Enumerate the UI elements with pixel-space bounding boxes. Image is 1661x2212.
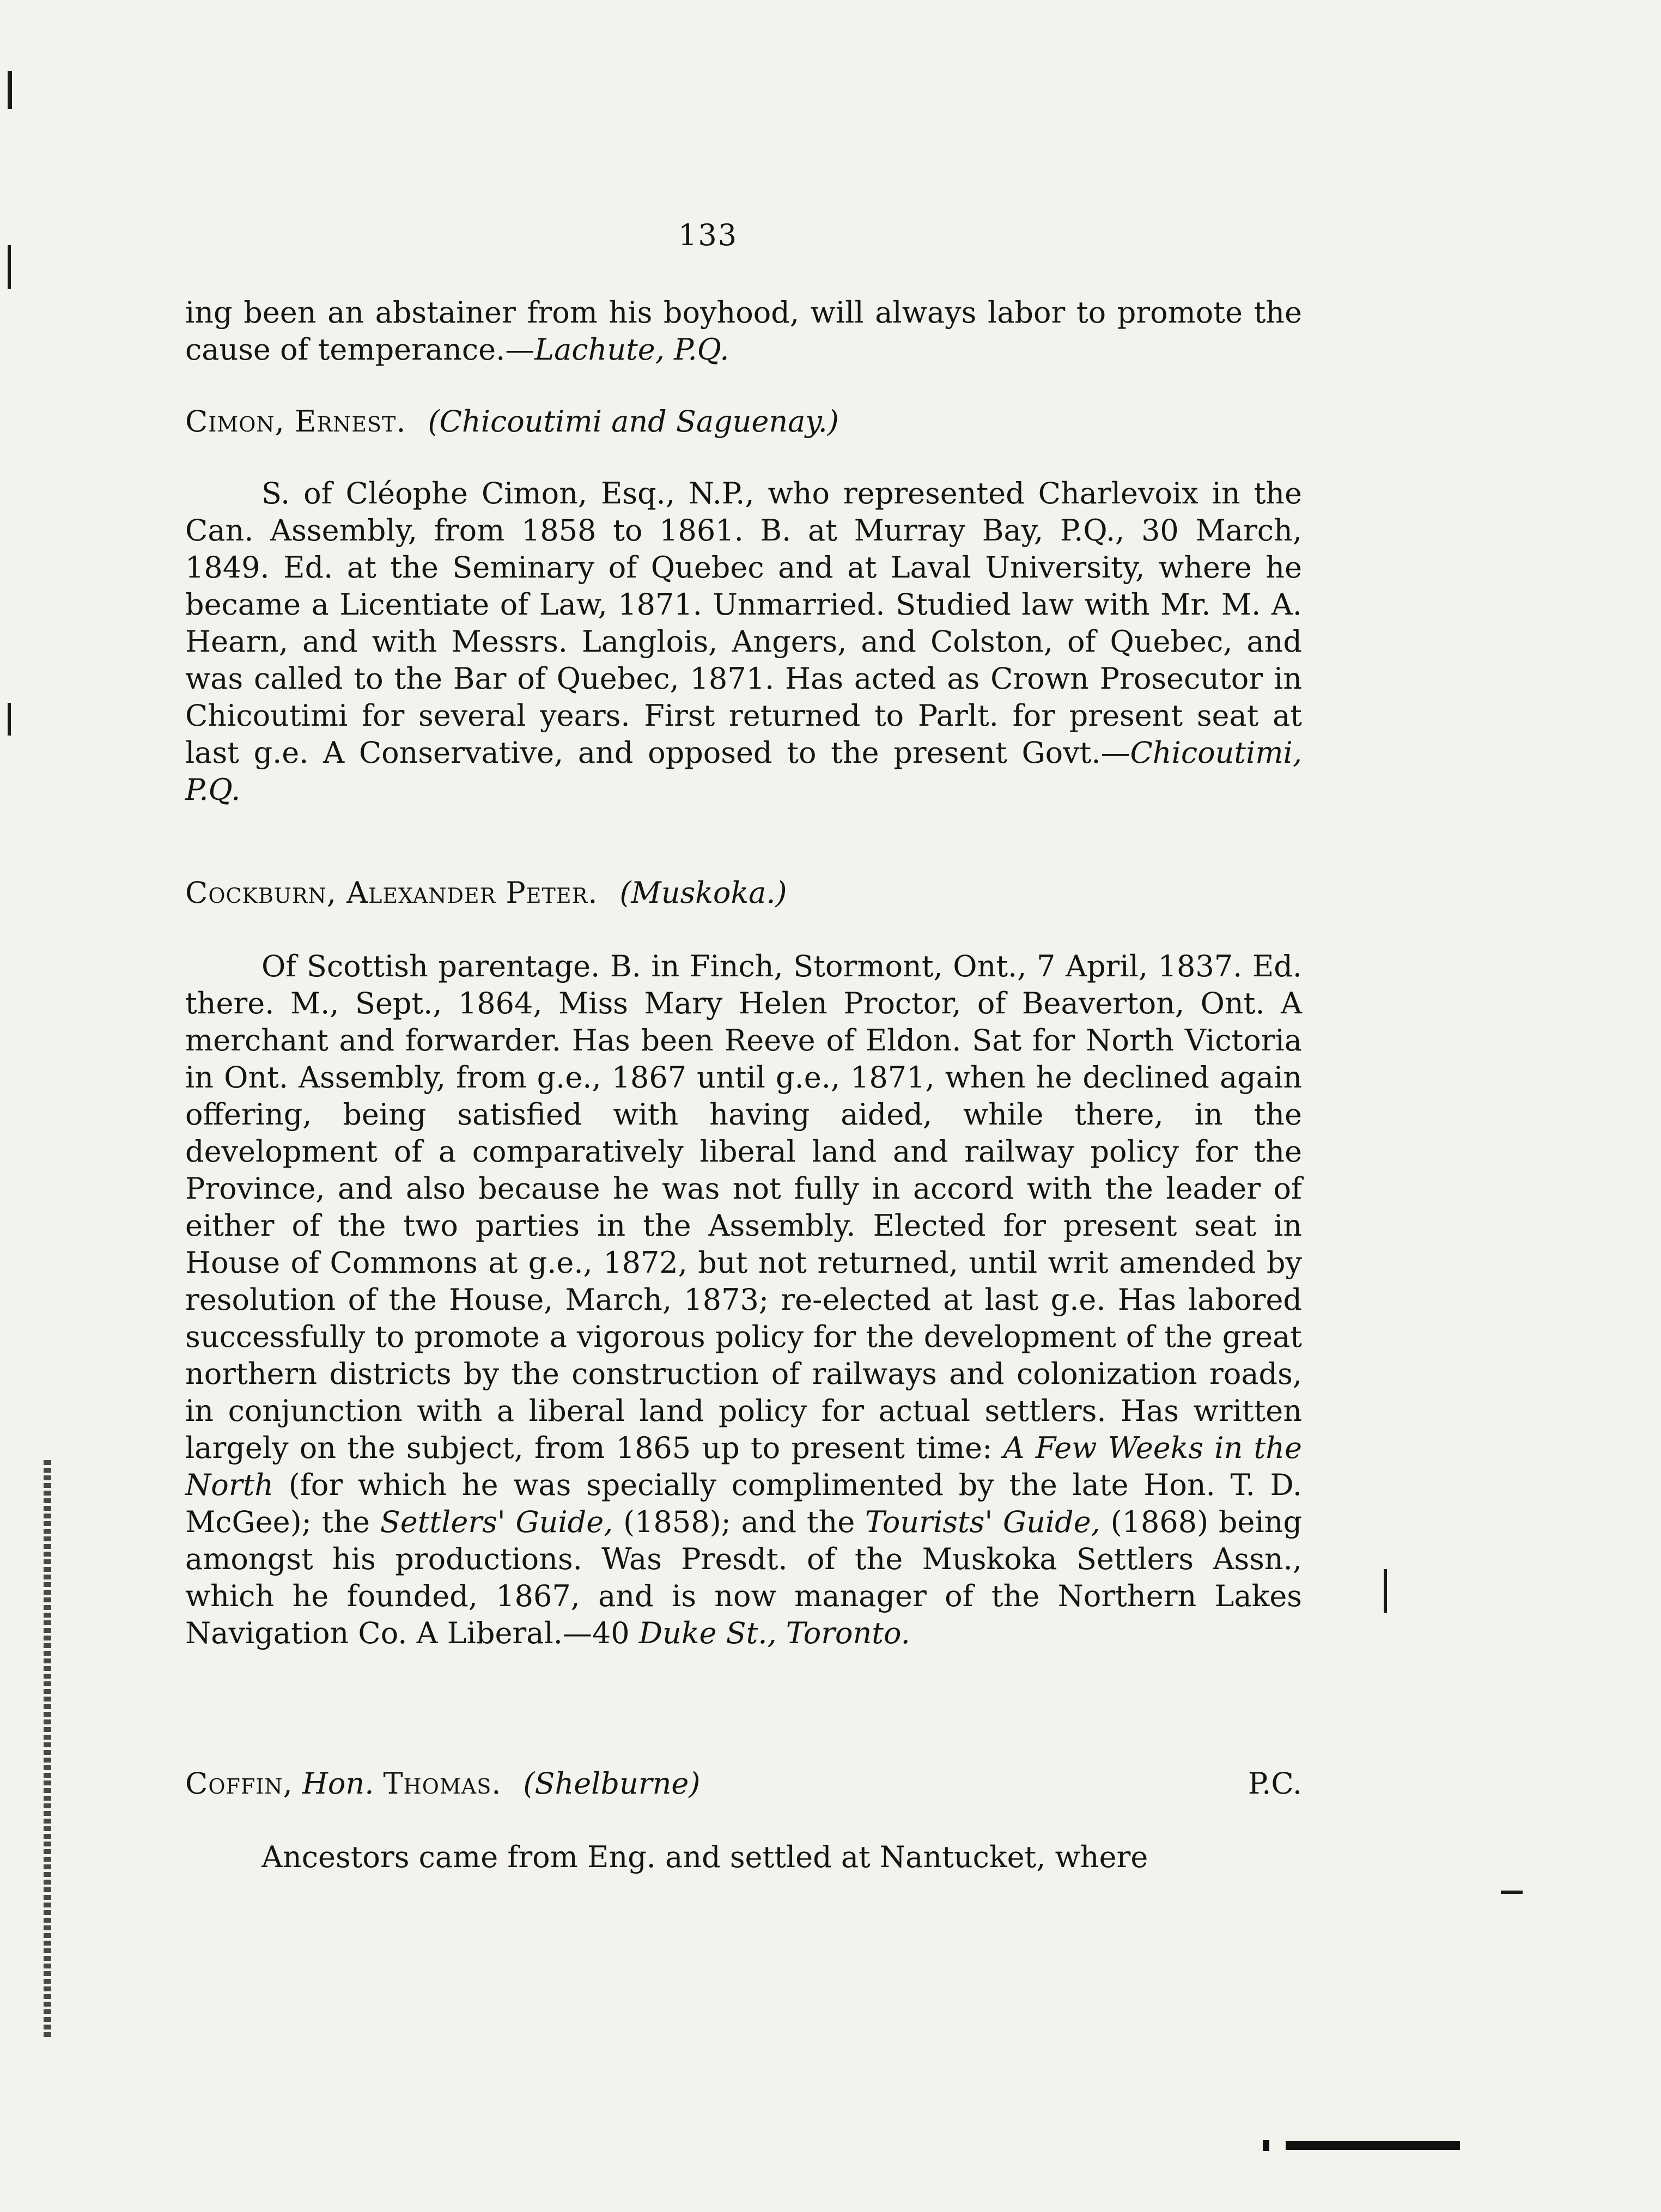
continuation-address: Lachute, P.Q. bbox=[534, 332, 729, 367]
entry-name-first: Coffin, bbox=[185, 1766, 293, 1801]
entry-text: Ancestors came from Eng. and settled at Nantucket, where bbox=[261, 1840, 1148, 1874]
scan-mark bbox=[8, 703, 11, 736]
entry-body-cimon bbox=[185, 475, 1302, 809]
entry-title: Hon. bbox=[302, 1766, 374, 1801]
entry-name: Cockburn, Alexander Peter. bbox=[185, 876, 598, 910]
scan-mark bbox=[1263, 2140, 1269, 2151]
entry-name-last: Thomas. bbox=[383, 1766, 502, 1801]
entry-riding: (Chicoutimi and Saguenay.) bbox=[428, 404, 839, 439]
binding-edge bbox=[44, 1460, 51, 2038]
scan-mark bbox=[8, 71, 12, 109]
entry-body-coffin bbox=[185, 1839, 1302, 1876]
entry-text-part3: (1858); and the bbox=[623, 1505, 855, 1539]
entry-address: Chicoutimi, P.Q. bbox=[185, 736, 1302, 807]
scan-mark bbox=[1286, 2141, 1460, 2150]
entry-heading-cimon bbox=[185, 403, 1302, 440]
scan-mark bbox=[8, 245, 11, 289]
entry-work-title: Tourists' Guide, bbox=[865, 1505, 1100, 1539]
entry-text: S. of Cléophe Cimon, Esq., N.P., who represented Charlevoix in the Can. Assembly, from 1858 to 1861. B. at Murray Bay, P.Q., 30 March, 1849. Ed. at the Seminary of Quebec and at Laval University, where he became a Licentiate of Law, 1871. Unmarried. Studied law with Mr. M. A. Hearn, and with Messrs. Langlois, Angers, and Colston, of Quebec, and was called to the Bar of Quebec, 1871. Has acted as Crown Prosecutor in Chicoutimi for several years. First returned to Parlt. for present seat at last g.e. A Conservative, and opposed to the present Govt.— bbox=[185, 476, 1302, 770]
entry-work-title: A Few Weeks in the North bbox=[185, 1431, 1302, 1502]
scan-mark bbox=[1501, 1891, 1523, 1894]
scan-mark bbox=[1384, 1569, 1387, 1613]
entry-address: Duke St., Toronto. bbox=[638, 1616, 910, 1650]
entry-text-part1: Of Scottish parentage. B. in Finch, Stormont, Ont., 7 April, 1837. Ed. there. M., Sept., 1864, Miss Mary Helen Proctor, of Beaverton, Ont. A merchant and forwarder. Has been Reeve of Eldon. Sat for North Victoria in Ont. Assembly, from g.e., 1867 until g.e., 1871, when he declined again offering, being satisfied with having aided, while there, in the development of a comparatively liberal land and railway policy for the Province, and also because he was not fully in accord with the leader of either of the two parties in the Assembly. Elected for present seat in House of Commons at g.e., 1872, but not returned, until writ amended by resolution of the House, March, 1873; re-elected at last g.e. Has labored successfully to promote a vigorous policy for the development of the great northern districts by the construction of railways and colonization roads, in conjunction with a liberal land policy for actual settlers. Has written largely on the subject, from 1865 up to present time: bbox=[185, 949, 1302, 1465]
entry-name: Cimon, Ernest. bbox=[185, 404, 406, 439]
entry-work-title: Settlers' Guide, bbox=[380, 1505, 613, 1539]
continuation-text: ing been an abstainer from his boyhood, will always labor to promote the cause of temperance.— bbox=[185, 295, 1302, 367]
page-number: 133 bbox=[678, 218, 738, 252]
entry-body-cockburn bbox=[185, 948, 1302, 1652]
entry-riding: (Shelburne) bbox=[523, 1766, 701, 1801]
entry-riding: (Muskoka.) bbox=[619, 876, 787, 910]
continuation-paragraph bbox=[185, 294, 1302, 368]
entry-text-part2: (for which he was specially complimented by the late Hon. T. D. McGee); the bbox=[185, 1468, 1302, 1539]
entry-heading-cockburn bbox=[185, 874, 1302, 911]
entry-honor: P.C. bbox=[1248, 1766, 1302, 1801]
entry-text-part4: (1868) being amongst his productions. Was Presdt. of the Muskoka Settlers Assn., which he founded, 1867, and is now manager of the Northern Lakes Navigation Co. A Liberal.—40 bbox=[185, 1505, 1303, 1650]
entry-heading-coffin bbox=[185, 1765, 1302, 1802]
